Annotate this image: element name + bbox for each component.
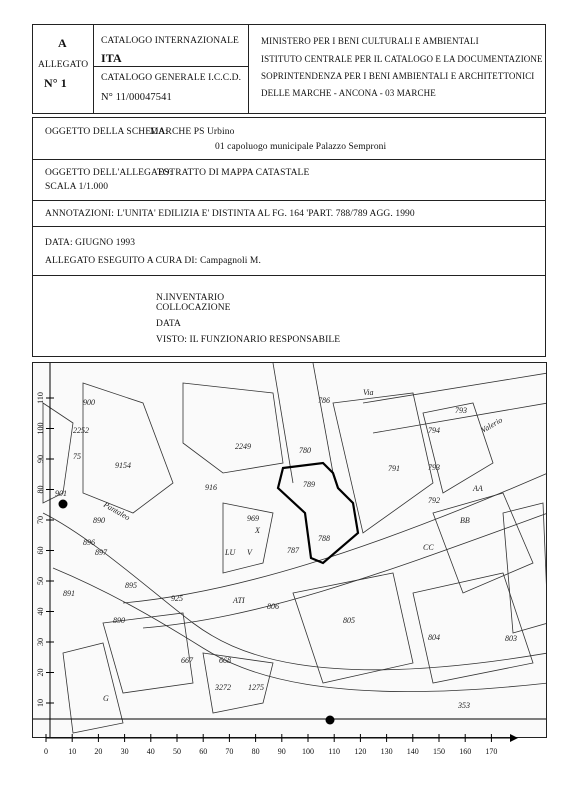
info-rule-4 xyxy=(32,275,546,276)
marche-line: DELLE MARCHE - ANCONA - 03 MARCHE xyxy=(261,88,436,98)
oggetto-allegato-value: ESTRATTO DI MAPPA CATASTALE xyxy=(158,168,310,178)
annotazioni-value: L'UNITA' EDILIZIA E' DISTINTA AL FG. 164 'PART. 788/789 AGG. 1990 xyxy=(117,209,415,219)
svg-text:1275: 1275 xyxy=(248,683,264,692)
svg-text:BB: BB xyxy=(460,516,470,525)
y-tick-label: 50 xyxy=(36,577,45,585)
x-tick-label: 30 xyxy=(120,747,129,756)
header-middle-rule-1 xyxy=(93,66,248,67)
y-tick-label: 60 xyxy=(36,546,45,555)
x-tick-label: 140 xyxy=(406,747,419,756)
catalogo-numero: N° 11/00047541 xyxy=(101,92,172,103)
svg-text:9154: 9154 xyxy=(115,461,131,470)
svg-text:668: 668 xyxy=(219,656,231,665)
y-tick-label: 110 xyxy=(36,392,45,404)
x-tick-label: 100 xyxy=(302,747,314,756)
oggetto-scheda-value: MARCHE PS Urbino xyxy=(150,127,235,137)
svg-text:891: 891 xyxy=(63,589,75,598)
y-tick-label: 100 xyxy=(36,422,45,435)
svg-text:916: 916 xyxy=(205,483,217,492)
istituto-line: ISTITUTO CENTRALE PER IL CATALOGO E LA DOCUMENTAZIONE xyxy=(261,54,543,64)
svg-text:805: 805 xyxy=(343,616,355,625)
cadastral-map xyxy=(32,362,547,738)
x-tick-label: 130 xyxy=(380,747,393,756)
x-tick-label: 160 xyxy=(459,747,472,756)
x-tick-label: 90 xyxy=(277,747,286,756)
svg-text:896: 896 xyxy=(83,538,95,547)
y-marker-dot xyxy=(59,500,68,509)
allegato-label: ALLEGATO xyxy=(38,60,89,70)
svg-text:890: 890 xyxy=(93,516,105,525)
y-tick-label: 10 xyxy=(36,699,45,707)
svg-text:G: G xyxy=(103,694,109,703)
svg-text:900: 900 xyxy=(83,398,95,407)
svg-text:806: 806 xyxy=(267,602,279,611)
x-axis xyxy=(0,720,565,780)
svg-text:353: 353 xyxy=(458,701,470,710)
y-tick-label: 90 xyxy=(36,455,45,463)
svg-text:794: 794 xyxy=(428,426,440,435)
x-tick-label: 10 xyxy=(68,747,77,756)
x-tick-label: 120 xyxy=(354,747,367,756)
y-tick-label: 70 xyxy=(36,516,45,524)
header-divider-2 xyxy=(248,24,249,114)
svg-text:CC: CC xyxy=(423,543,434,552)
ita-code: ITA xyxy=(101,51,122,65)
svg-text:969: 969 xyxy=(247,514,259,523)
x-tick-label: 60 xyxy=(199,747,208,756)
y-tick-label: 30 xyxy=(36,638,45,646)
catalogo-generale: CATALOGO GENERALE I.C.C.D. xyxy=(101,73,242,83)
allegato-letter: A xyxy=(58,36,67,50)
annotazioni-label: ANNOTAZIONI: xyxy=(45,209,115,219)
svg-text:LU: LU xyxy=(225,548,236,557)
soprintendenza-line: SOPRINTENDENZA PER I BENI AMBIENTALI E ARCHITETTONICI xyxy=(261,71,535,81)
info-rule-1 xyxy=(32,159,546,160)
oggetto-allegato-label: OGGETTO DELL'ALLEGATO: xyxy=(45,168,173,178)
x-tick-label: 20 xyxy=(94,747,103,756)
svg-text:ATI: ATI xyxy=(233,596,245,605)
inventario-data-label: DATA xyxy=(156,319,181,329)
y-tick-label: 40 xyxy=(36,607,45,616)
svg-text:2252: 2252 xyxy=(73,426,89,435)
x-tick-label: 110 xyxy=(328,747,341,756)
svg-text:925: 925 xyxy=(171,594,183,603)
ministero-line: MINISTERO PER I BENI CULTURALI E AMBIENTALI xyxy=(261,36,479,46)
svg-text:X: X xyxy=(255,526,260,535)
y-tick-label: 80 xyxy=(36,485,45,494)
svg-text:667: 667 xyxy=(181,656,193,665)
oggetto-scheda-value2: 01 capoluogo municipale Palazzo Semproni xyxy=(215,142,387,152)
header-divider-1 xyxy=(93,24,94,114)
svg-text:897: 897 xyxy=(95,548,107,557)
svg-text:895: 895 xyxy=(125,581,137,590)
svg-text:2249: 2249 xyxy=(235,442,251,451)
svg-text:Pantaleo: Pantaleo xyxy=(102,499,132,523)
x-tick-label: 150 xyxy=(433,747,445,756)
y-tick-label: 20 xyxy=(36,668,45,677)
inventario-label: N.INVENTARIO xyxy=(156,293,225,303)
svg-text:787: 787 xyxy=(287,546,299,555)
svg-text:803: 803 xyxy=(505,634,517,643)
oggetto-scheda-label: OGGETTO DELLA SCHEDA: xyxy=(45,127,168,137)
svg-text:AA: AA xyxy=(473,484,483,493)
scala-value: SCALA 1/1.000 xyxy=(45,182,109,192)
svg-text:Valerio: Valerio xyxy=(479,415,505,435)
x-tick-label: 170 xyxy=(485,747,498,756)
x-tick-label: 70 xyxy=(225,747,234,756)
svg-text:Via: Via xyxy=(363,388,374,397)
map-drawing xyxy=(33,363,547,738)
svg-text:788: 788 xyxy=(318,534,330,543)
svg-text:786: 786 xyxy=(318,396,330,405)
svg-text:804: 804 xyxy=(428,633,440,642)
svg-text:901: 901 xyxy=(55,489,67,498)
visto-label: VISTO: IL FUNZIONARIO RESPONSABILE xyxy=(156,335,341,345)
eseguito-label: ALLEGATO ESEGUITO A CURA DI: xyxy=(45,256,198,266)
x-tick-label: 40 xyxy=(146,747,155,756)
svg-text:V: V xyxy=(247,548,252,557)
info-box xyxy=(32,117,546,357)
svg-text:75: 75 xyxy=(73,452,81,461)
info-rule-3 xyxy=(32,226,546,227)
x-tick-label: 50 xyxy=(173,747,181,756)
svg-text:780: 780 xyxy=(299,446,311,455)
info-rule-2 xyxy=(32,200,546,201)
data-line: DATA: GIUGNO 1993 xyxy=(45,238,136,248)
svg-text:789: 789 xyxy=(303,480,315,489)
svg-text:791: 791 xyxy=(388,464,400,473)
x-tick-label: 0 xyxy=(44,747,48,756)
svg-text:793: 793 xyxy=(455,406,467,415)
eseguito-value: Campagnoli M. xyxy=(200,256,261,266)
collocazione-label: COLLOCAZIONE xyxy=(156,303,231,313)
svg-text:793: 793 xyxy=(428,463,440,472)
svg-text:792: 792 xyxy=(428,496,440,505)
catalogo-internazionale: CATALOGO INTERNAZIONALE xyxy=(101,36,239,46)
x-tick-label: 80 xyxy=(251,747,260,756)
svg-text:3272: 3272 xyxy=(215,683,231,692)
allegato-number: N° 1 xyxy=(44,76,67,90)
svg-text:890: 890 xyxy=(113,616,125,625)
